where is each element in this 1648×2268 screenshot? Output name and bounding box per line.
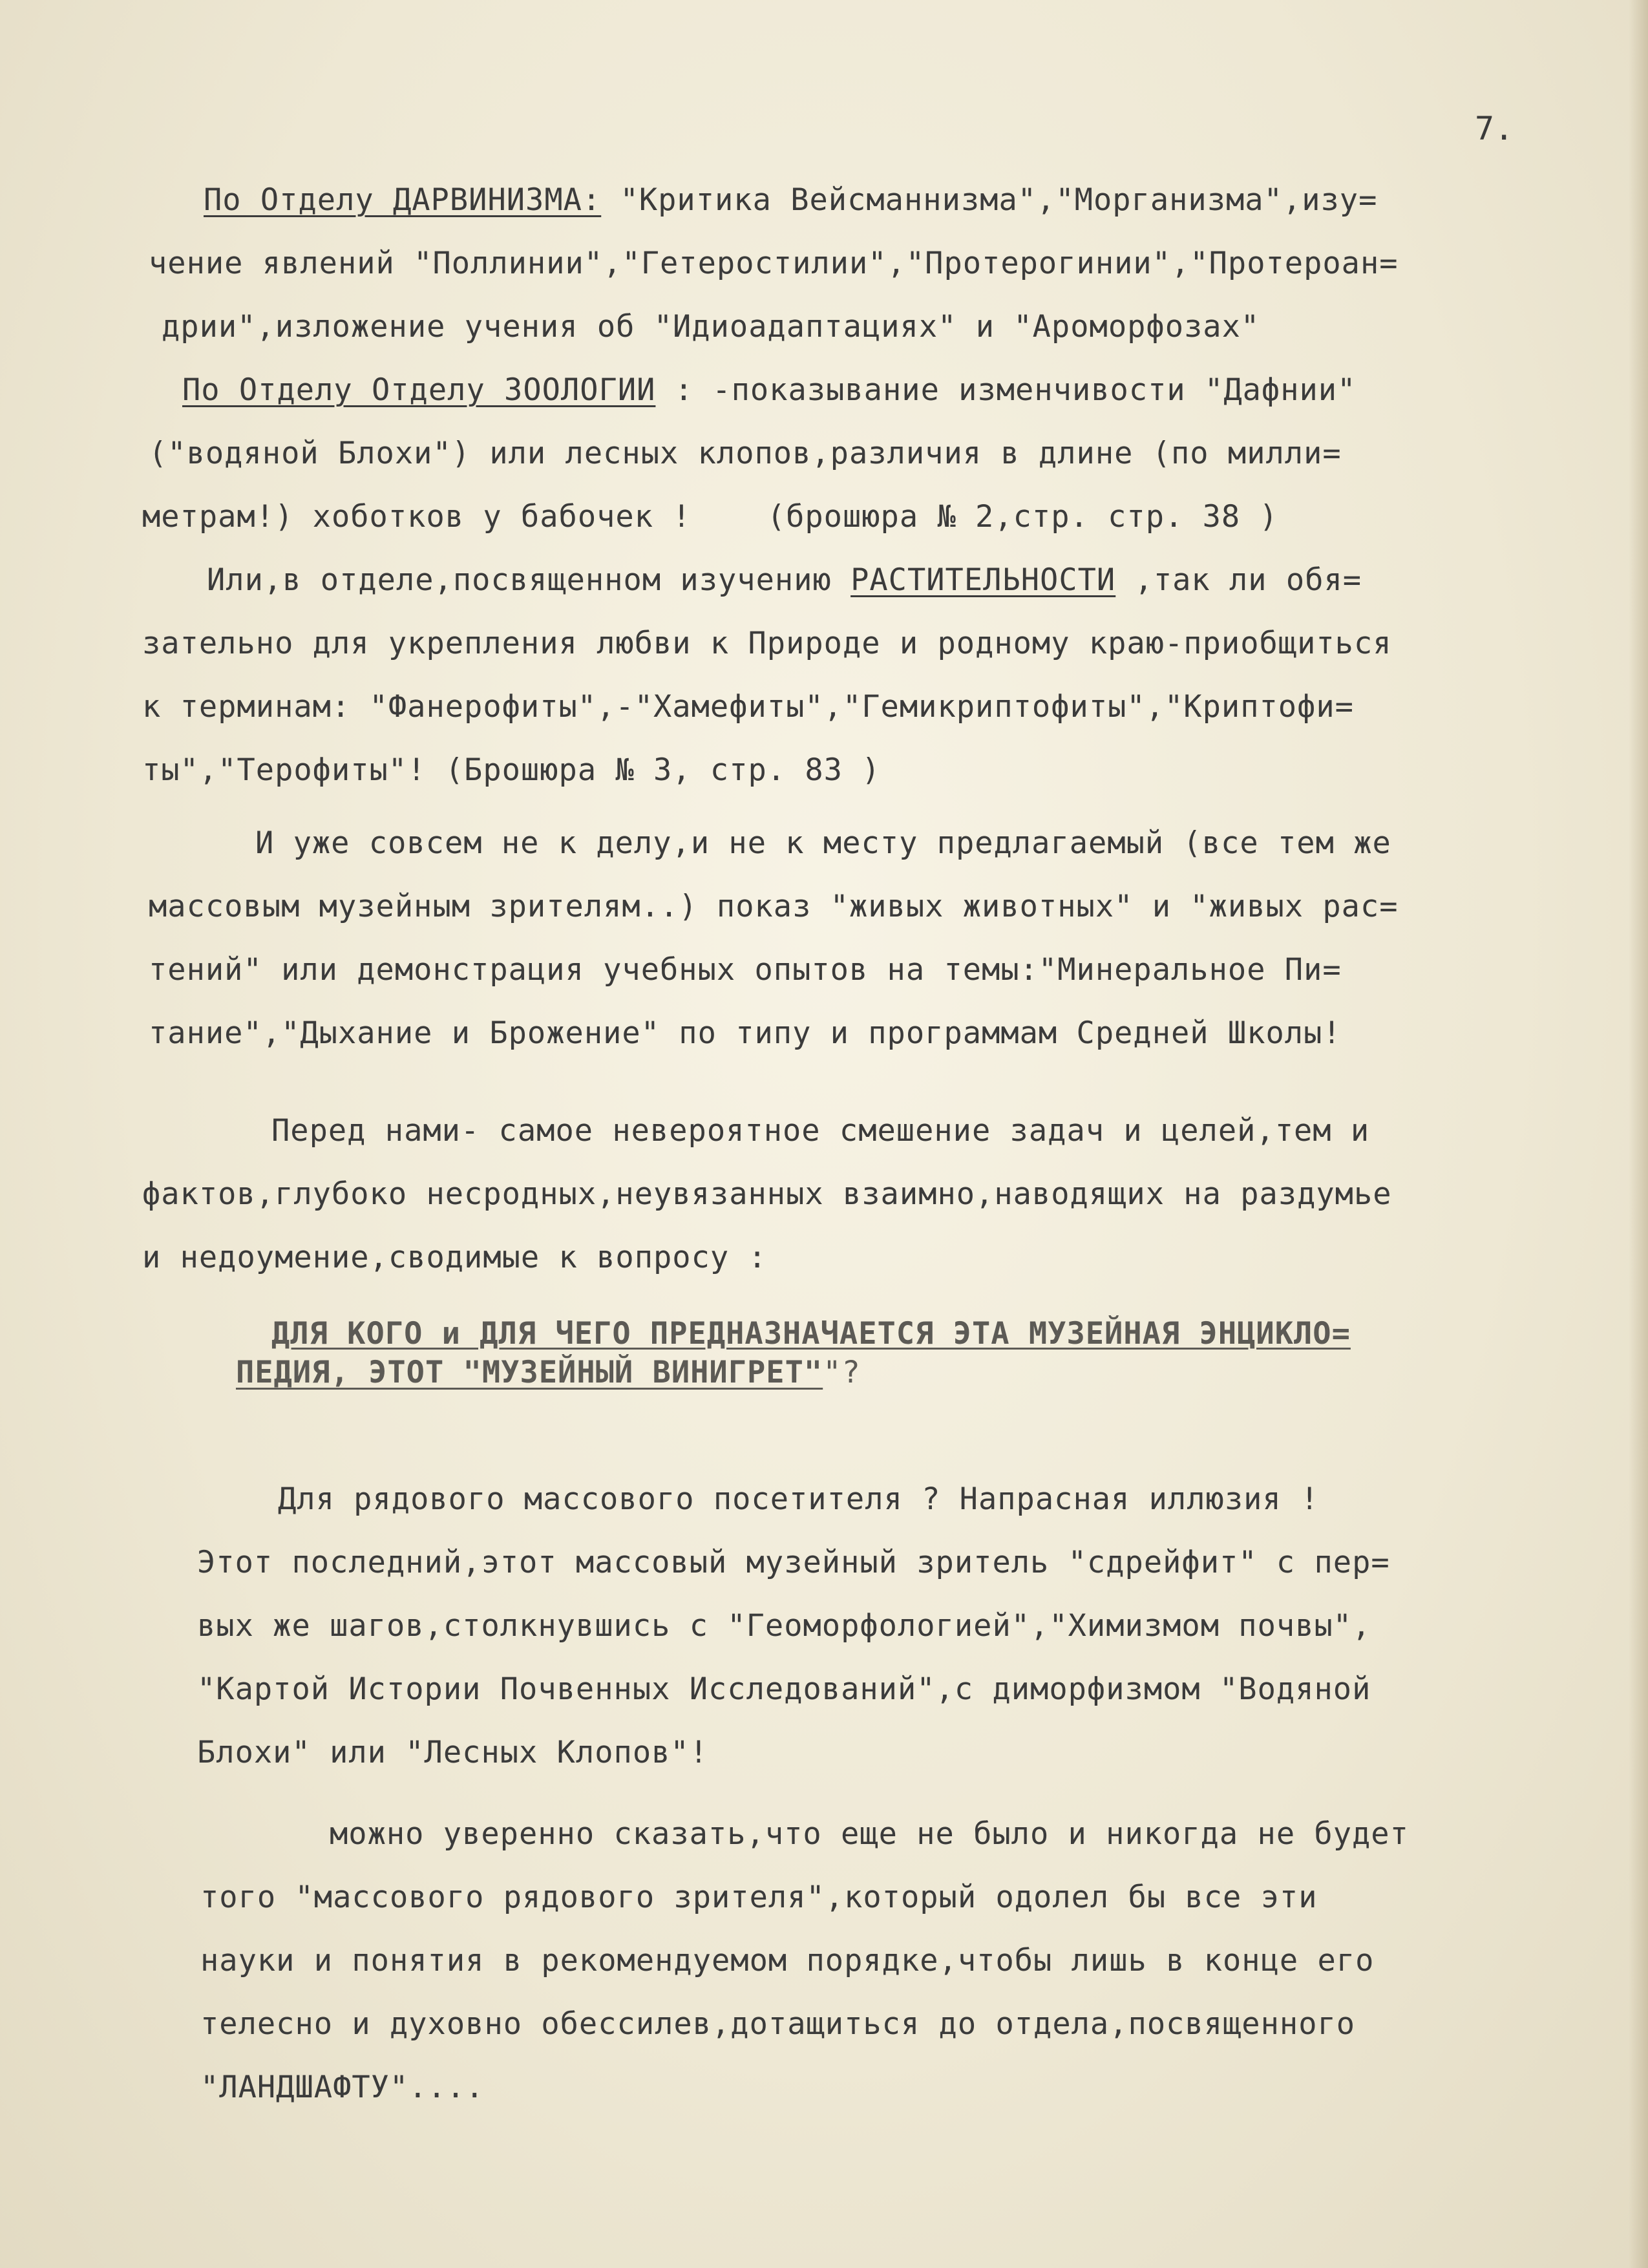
- darwinism-line-3: дрии",изложение учения об "Идиоадаптациях" и "Ароморфозах": [162, 309, 1260, 344]
- visitor-line-5: Блохи" или "Лесных Клопов"!: [197, 1735, 709, 1770]
- question-heading-line-2-underlined: ПЕДИЯ, ЭТОТ "МУЗЕЙНЫЙ ВИНИГРЕТ": [236, 1355, 823, 1390]
- paper-edge-shadow: [1629, 0, 1648, 2268]
- animals-line-4: тание","Дыхание и Брожение" по типу и программам Средней Школы!: [149, 1015, 1342, 1051]
- vegetation-line-1-pre: Или,в отделе,посвященном изучению: [207, 562, 851, 598]
- zoology-line-1: [182, 371, 1356, 410]
- visitor-line-4: "Картой Истории Почвенных Исследований",с диморфизмом "Водяной: [197, 1671, 1371, 1707]
- page-number: 7.: [1475, 110, 1514, 147]
- vegetation-section-label: РАСТИТЕЛЬНОСТИ: [850, 562, 1116, 598]
- confusion-line-3: и недоумение,сводимые к вопросу :: [142, 1240, 767, 1275]
- darwinism-line-1: [204, 181, 1377, 220]
- visitor-line-1: Для рядового массового посетителя ? Напрасная иллюзия !: [278, 1481, 1320, 1517]
- vegetation-line-2: зательно для укрепления любви к Природе и родному краю-приобщиться: [142, 626, 1392, 661]
- animals-line-2: массовым музейным зрителям..) показ "живых животных" и "живых рас=: [149, 889, 1399, 924]
- zoology-section-label: По Отделу Отделу ЗООЛОГИИ: [182, 372, 656, 408]
- darwinism-line-2: чение явлений "Поллинии","Гетеростилии","Протерогинии","Протероан=: [149, 246, 1399, 281]
- animals-line-1: И уже совсем не к делу,и не к месту предлагаемый (все тем же: [255, 825, 1391, 861]
- visitor-line-2: Этот последний,этот массовый музейный зритель "сдрейфит" с пер=: [197, 1545, 1390, 1580]
- conclusion-line-1: можно уверенно сказать,что еще не было и никогда не будет: [330, 1816, 1409, 1852]
- vegetation-line-1-post: ,так ли обя=: [1115, 562, 1362, 598]
- vegetation-line-3: к терминам: "Фанерофиты",-"Хамефиты","Гемикриптофиты","Криптофи=: [142, 689, 1354, 725]
- question-heading-line-2-tail: "?: [823, 1355, 861, 1390]
- darwinism-section-label: По Отделу ДАРВИНИЗМА:: [204, 182, 602, 218]
- confusion-line-1: Перед нами- самое невероятное смешение задач и целей,тем и: [271, 1113, 1370, 1149]
- zoology-line-3: метрам!) хоботков у бабочек ! (брошюра № 2,стр. стр. 38 ): [142, 499, 1278, 535]
- zoology-line-2: ("водяной Блохи") или лесных клопов,различия в длине (по милли=: [149, 436, 1342, 471]
- conclusion-line-5: "ЛАНДШАФТУ"....: [200, 2070, 485, 2105]
- zoology-line-1-text: : -показывание изменчивости "Дафнии": [655, 372, 1357, 408]
- question-heading-line-2: [236, 1353, 861, 1392]
- confusion-line-2: фактов,глубоко несродных,неувязанных взаимно,наводящих на раздумье: [142, 1176, 1392, 1212]
- animals-line-3: тений" или демонстрация учебных опытов на темы:"Минеральное Пи=: [149, 952, 1342, 988]
- vegetation-line-1: [207, 561, 1362, 600]
- conclusion-line-2: того "массового рядового зрителя",который одолел бы все эти: [200, 1880, 1318, 1915]
- conclusion-line-4: телесно и духовно обессилев,дотащиться до отдела,посвященного: [200, 2006, 1356, 2042]
- visitor-line-3: вых же шагов,столкнувшись с "Геоморфологией","Химизмом почвы",: [197, 1608, 1371, 1644]
- conclusion-line-3: науки и понятия в рекомендуемом порядке,чтобы лишь в конце его: [200, 1943, 1375, 1978]
- darwinism-line-1-text: "Критика Вейсманнизма","Морганизма",изу=: [601, 182, 1378, 218]
- question-heading-line-1: ДЛЯ КОГО и ДЛЯ ЧЕГО ПРЕДНАЗНАЧАЕТСЯ ЭТА МУЗЕЙНАЯ ЭНЦИКЛО=: [271, 1316, 1351, 1351]
- vegetation-line-4: ты","Терофиты"! (Брошюра № 3, стр. 83 ): [142, 752, 881, 788]
